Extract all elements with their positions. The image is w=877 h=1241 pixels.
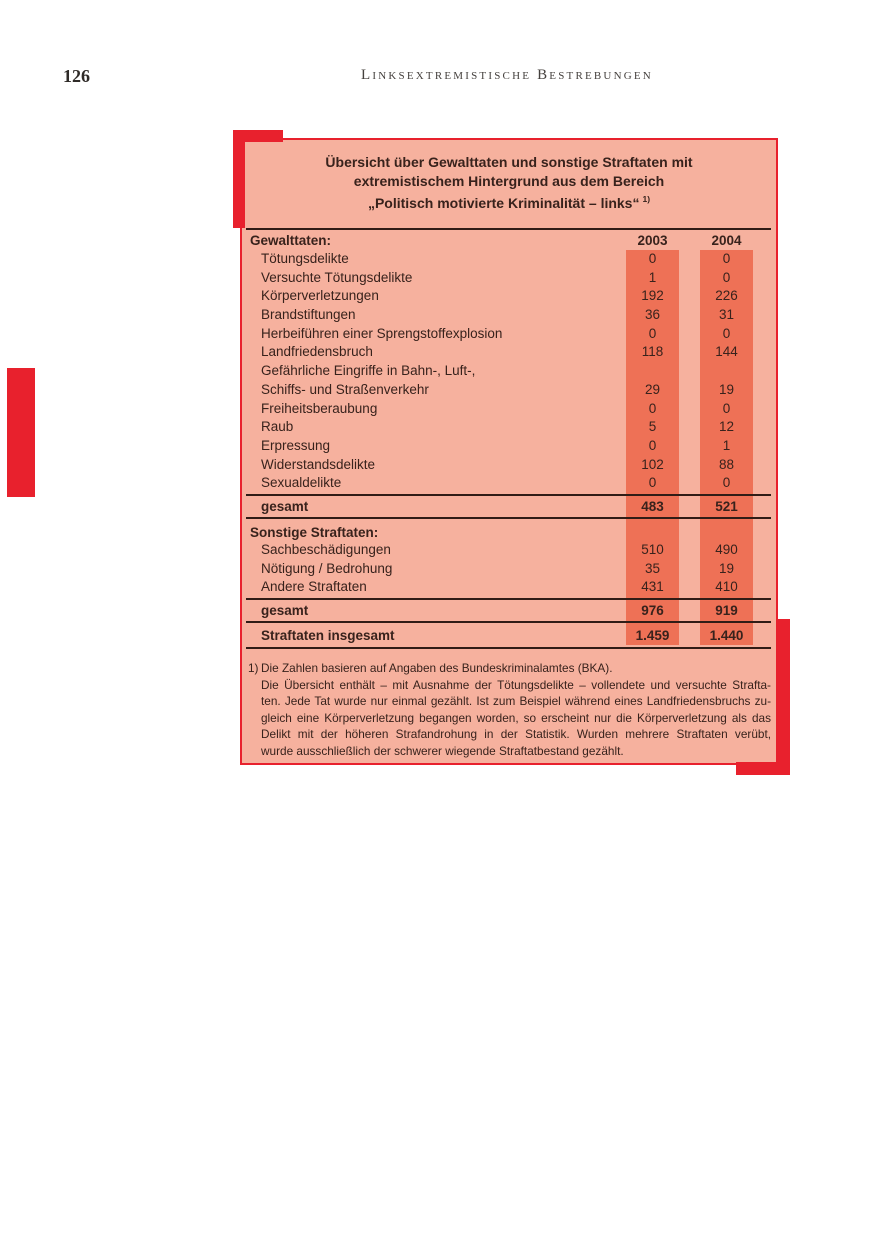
table-row bbox=[246, 400, 771, 419]
footnote-line: ten. Jede Tat wurde nur einmal gezählt. Ist zum Beispiel während eines Landfriedensbruchs zu- bbox=[261, 694, 771, 709]
row-label: gesamt bbox=[261, 498, 309, 514]
footnote-line: wurde ausschließlich der schwerer wiegende Straftatbestand gezählt. bbox=[261, 743, 624, 758]
row-label: Körperverletzungen bbox=[261, 288, 379, 304]
red-corner-accent-bottom-right-vertical bbox=[777, 619, 790, 775]
table-row bbox=[246, 418, 771, 437]
row-label: Straftaten insgesamt bbox=[261, 628, 395, 643]
row-label: Herbeiführen einer Sprengstoffexplosion bbox=[261, 325, 503, 341]
row-value-2004: 0 bbox=[722, 475, 731, 491]
row-label: Widerstandsdelikte bbox=[261, 456, 376, 472]
footnote-line: gleich eine Körperverletzung begangen worden, so erscheint nur die Körperverletzung als das bbox=[261, 710, 771, 725]
row-value-2003: 1.459 bbox=[635, 628, 670, 643]
row-value-2003: 483 bbox=[641, 498, 664, 514]
row-value-2003: 0 bbox=[648, 251, 657, 266]
row-value-2003: 0 bbox=[648, 475, 657, 491]
row-label: Raub bbox=[261, 419, 294, 435]
row-value-2004: 19 bbox=[718, 381, 735, 397]
footnote-reference: 1) bbox=[642, 194, 651, 204]
table-header-row bbox=[246, 230, 771, 250]
table-row bbox=[246, 381, 771, 400]
table-row bbox=[246, 541, 771, 560]
table-rows bbox=[246, 228, 771, 649]
table-row bbox=[246, 560, 771, 579]
statistics-panel bbox=[240, 138, 778, 765]
row-value-2004: 0 bbox=[722, 400, 731, 416]
row-value-2004: 1 bbox=[722, 437, 731, 453]
page-number: 126 bbox=[63, 66, 90, 86]
table-row bbox=[246, 520, 771, 541]
footnote-marker: 1) bbox=[248, 661, 259, 675]
table-row bbox=[246, 269, 771, 288]
row-label: Freiheitsberaubung bbox=[261, 400, 378, 416]
panel-title-line-3-text: „Politisch motivierte Kriminalität – links“ bbox=[367, 195, 640, 211]
table-row bbox=[246, 287, 771, 306]
red-corner-accent-bottom-right-horizontal bbox=[736, 762, 790, 775]
row-value-2003: 0 bbox=[648, 325, 657, 341]
row-label: Andere Straftaten bbox=[261, 579, 367, 595]
row-value-2004: 1.440 bbox=[709, 628, 744, 643]
row-value-2004: 410 bbox=[715, 579, 738, 595]
row-value-2003: 510 bbox=[641, 541, 664, 557]
row-value-2004: 521 bbox=[715, 498, 738, 514]
row-value-2003: 1 bbox=[648, 269, 657, 285]
row-value-2003: 192 bbox=[641, 288, 664, 304]
row-value-2004: 12 bbox=[718, 419, 735, 435]
footnote-line: Die Zahlen basieren auf Angaben des Bundeskriminalamtes (BKA). bbox=[261, 661, 613, 675]
row-value-2003: 29 bbox=[644, 381, 661, 397]
row-value-2003: 118 bbox=[641, 344, 664, 360]
row-label: Sexualdelikte bbox=[261, 475, 342, 491]
row-label: Landfriedensbruch bbox=[261, 344, 373, 360]
table-row bbox=[246, 497, 771, 516]
row-value-2003: 102 bbox=[641, 456, 664, 472]
row-value-2003: 431 bbox=[641, 579, 664, 595]
panel-title-line-1: Übersicht über Gewalttaten und sonstige Straftaten mit bbox=[325, 154, 693, 170]
table-row bbox=[246, 474, 771, 493]
column-header-2003: 2003 bbox=[637, 233, 668, 248]
row-label: gesamt bbox=[261, 603, 309, 618]
row-label: Sonstige Straftaten: bbox=[250, 524, 379, 540]
table-row bbox=[246, 343, 771, 362]
row-value-2004: 919 bbox=[715, 603, 738, 618]
row-value-2004: 31 bbox=[718, 307, 735, 323]
column-header-2004: 2004 bbox=[711, 233, 742, 248]
row-value-2004: 19 bbox=[718, 560, 735, 576]
row-value-2004: 0 bbox=[722, 325, 731, 341]
table-row bbox=[246, 456, 771, 475]
statistics-table bbox=[246, 228, 771, 650]
panel-title-line-3 bbox=[242, 190, 776, 213]
row-label: Tötungsdelikte bbox=[261, 251, 349, 266]
red-corner-accent-top-left-vertical bbox=[233, 130, 245, 228]
row-label: Versuchte Tötungsdelikte bbox=[261, 269, 413, 285]
footnote bbox=[245, 660, 774, 760]
row-label: Brandstiftungen bbox=[261, 307, 356, 323]
row-value-2003: 976 bbox=[641, 603, 664, 618]
table-row bbox=[246, 624, 771, 646]
row-value-2004: 0 bbox=[722, 251, 731, 266]
table-row bbox=[246, 437, 771, 456]
row-value-2004: 88 bbox=[718, 456, 735, 472]
table-row bbox=[246, 325, 771, 344]
row-value-2004: 490 bbox=[715, 541, 738, 557]
row-label: Erpressung bbox=[261, 437, 331, 453]
footnote-line: Die Übersicht enthält – mit Ausnahme der Tötungsdelikte – vollendete und versuchte Strafta- bbox=[261, 677, 771, 692]
row-value-2003: 0 bbox=[648, 400, 657, 416]
running-header: Linksextremistische Bestrebungen bbox=[361, 67, 653, 83]
table-row bbox=[246, 306, 771, 325]
panel-title-line-2: extremistischem Hintergrund aus dem Bereich bbox=[353, 172, 665, 189]
row-label: Schiffs- und Straßenverkehr bbox=[261, 381, 429, 397]
row-label: Nötigung / Bedrohung bbox=[261, 560, 393, 576]
row-value-2003: 0 bbox=[648, 437, 657, 453]
row-value-2003: 36 bbox=[644, 307, 661, 323]
row-label: Sachbeschädigungen bbox=[261, 541, 391, 557]
footnote-text bbox=[261, 660, 771, 760]
panel-title bbox=[242, 153, 776, 213]
table-rule bbox=[246, 517, 771, 519]
table-rule bbox=[246, 647, 771, 649]
section-header-gewalttaten: Gewalttaten: bbox=[250, 233, 332, 248]
table-row bbox=[246, 362, 771, 381]
footnote-line: Delikt mit der höheren Strafandrohung in der Statistik. Wurden mehrere Straftaten verübt, bbox=[261, 727, 771, 742]
table-rule bbox=[246, 494, 771, 496]
row-value-2004: 0 bbox=[722, 269, 731, 285]
row-value-2004: 144 bbox=[715, 344, 738, 360]
table-row bbox=[246, 601, 771, 620]
row-label: Gefährliche Eingriffe in Bahn-, Luft-, bbox=[261, 363, 476, 379]
table-row bbox=[246, 578, 771, 597]
row-value-2003: 5 bbox=[648, 419, 657, 435]
table-row bbox=[246, 250, 771, 269]
red-margin-bar bbox=[7, 368, 35, 497]
table-rule bbox=[246, 598, 771, 600]
table-rule bbox=[246, 621, 771, 623]
row-value-2003: 35 bbox=[644, 560, 661, 576]
row-value-2004: 226 bbox=[715, 288, 738, 304]
